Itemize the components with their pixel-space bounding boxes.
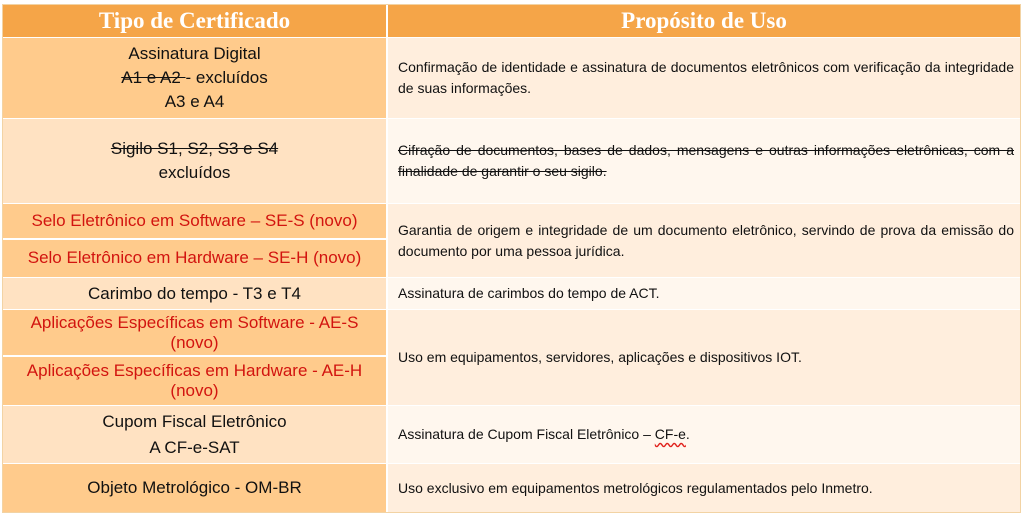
cell-proposito xyxy=(388,119,1020,203)
type-item: Selo Eletrônico em Software – SE-S (novo) xyxy=(31,211,358,230)
purpose-text: Confirmação de identidade e assinatura de documentos eletrônicos com verificação da integridade de suas informações. xyxy=(398,59,1014,96)
sub-cell xyxy=(3,357,386,404)
header-tipo: Tipo de Certificado xyxy=(3,5,388,37)
sub-cell xyxy=(3,240,386,276)
table-row-assinatura-digital xyxy=(3,38,1020,119)
sub-cell xyxy=(3,310,386,357)
table-row-carimbo xyxy=(3,278,1020,310)
spellcheck-marked-text: CF-e xyxy=(654,426,686,442)
type-line: Objeto Metrológico - OM-BR xyxy=(87,478,302,497)
certificate-table xyxy=(2,4,1021,513)
struck-text: Sigilo S1, S2, S3 e S4 xyxy=(110,139,279,158)
purpose-prefix: Assinatura de Cupom Fiscal Eletrônico – xyxy=(398,426,655,442)
table-row-selo-eletronico xyxy=(3,204,1020,278)
cell-tipo xyxy=(3,278,388,309)
type-line xyxy=(121,66,267,90)
table-row-cupom-fiscal xyxy=(3,406,1020,464)
cell-proposito xyxy=(388,464,1020,512)
cell-proposito xyxy=(388,406,1020,463)
cell-proposito xyxy=(388,204,1020,277)
cell-proposito xyxy=(388,278,1020,309)
table-row-aplicacoes xyxy=(3,310,1020,406)
plain-text: - excluídos xyxy=(185,68,268,87)
table-row-objeto-metrologico xyxy=(3,464,1020,512)
purpose-suffix: . xyxy=(685,426,690,442)
cell-tipo xyxy=(3,38,388,118)
type-line: Assinatura Digital xyxy=(128,44,261,63)
type-item: Selo Eletrônico em Hardware – SE-H (novo) xyxy=(27,248,362,267)
struck-text: A1 e A2 xyxy=(121,68,186,87)
purpose-text: Assinatura de carimbos do tempo de ACT. xyxy=(398,285,660,301)
table-row-sigilo xyxy=(3,119,1020,204)
purpose-text: Garantia de origem e integridade de um documento eletrônico, servindo de prova da emissão do documento por uma pessoa jurídica. xyxy=(398,221,1014,259)
sub-cell xyxy=(3,204,386,240)
type-line: A3 e A4 xyxy=(164,92,225,111)
cell-proposito xyxy=(388,38,1020,118)
cell-tipo xyxy=(3,119,388,203)
table-header-row xyxy=(3,5,1020,38)
cell-proposito xyxy=(388,310,1020,405)
cell-tipo xyxy=(3,310,388,405)
header-proposito: Propósito de Uso xyxy=(621,8,787,33)
type-line: Cupom Fiscal Eletrônico xyxy=(102,411,287,431)
type-line: Carimbo do tempo - T3 e T4 xyxy=(88,283,301,303)
cell-tipo xyxy=(3,464,388,512)
type-item: Aplicações Específicas em Hardware - AE-H (novo) xyxy=(26,360,363,400)
cell-tipo xyxy=(3,204,388,277)
purpose-text: Uso em equipamentos, servidores, aplicações e dispositivos IOT. xyxy=(398,349,802,365)
type-item: Aplicações Específicas em Software - AE-S (novo) xyxy=(30,312,359,352)
cell-tipo xyxy=(3,406,388,463)
type-line: A CF-e-SAT xyxy=(149,437,240,457)
purpose-text xyxy=(398,424,690,445)
type-line: excluídos xyxy=(158,163,231,182)
purpose-text: Cifração de documentos, bases de dados, mensagens e outras informações eletrônicas, com a finalidade de garantir o seu sigilo. xyxy=(398,142,1014,179)
purpose-text: Uso exclusivo em equipamentos metrológicos regulamentados pelo Inmetro. xyxy=(398,479,873,496)
type-line xyxy=(111,137,278,161)
